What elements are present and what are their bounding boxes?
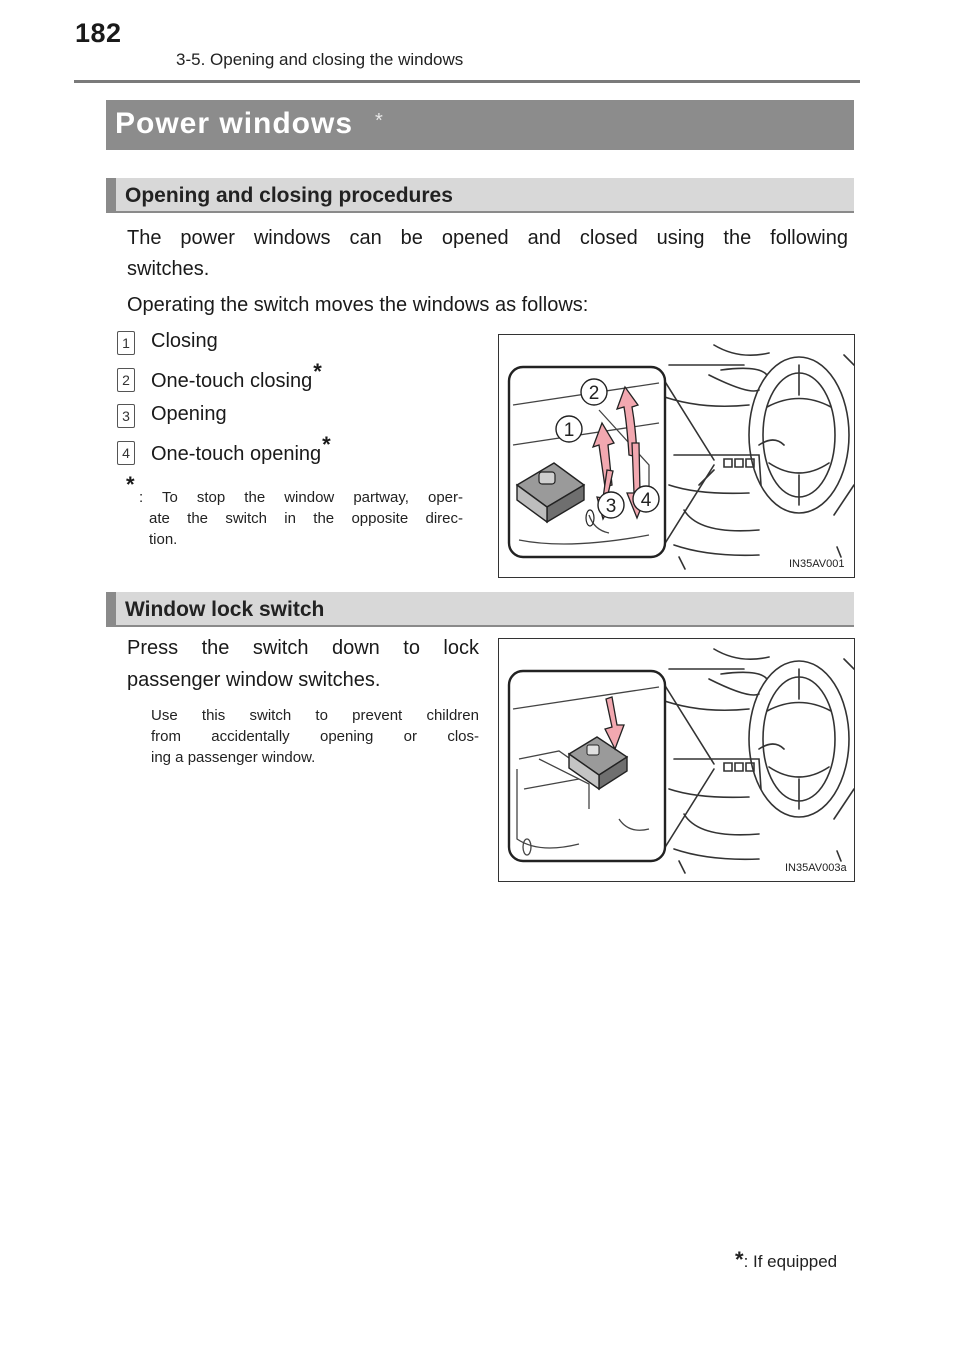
window-switch-illustration xyxy=(499,335,854,577)
item-4-label: One-touch opening xyxy=(151,443,322,465)
note-line-3: tion. xyxy=(149,531,178,548)
page-title: Power windows xyxy=(115,107,354,140)
footer-note xyxy=(735,1247,837,1273)
item-3-label: Opening xyxy=(151,403,227,425)
figure-1-code: IN35AV001 xyxy=(789,558,845,570)
item-2-star: * xyxy=(313,359,322,384)
figure-callout-2: 2 xyxy=(588,383,600,404)
header-divider xyxy=(74,80,860,83)
item-2-label: One-touch closing xyxy=(151,370,313,392)
item-4-star: * xyxy=(322,432,331,457)
intro-line-1: The power windows can be opened and closed using the following xyxy=(127,227,848,249)
lock-line-1: Press the switch down to lock xyxy=(127,637,479,659)
window-switch-figure xyxy=(498,334,855,578)
intro-line-2: switches. xyxy=(127,258,210,280)
page-number: 182 xyxy=(75,18,122,48)
item-2-row xyxy=(151,359,322,393)
figure-callout-1: 1 xyxy=(563,420,575,441)
note-line-2: ate the switch in the opposite direc- xyxy=(149,510,463,527)
item-4-number: 4 xyxy=(117,441,135,465)
figure-callout-3: 3 xyxy=(605,496,617,517)
figure-2-code: IN35AV003a xyxy=(785,862,847,874)
note-line-1: : To stop the window partway, oper- xyxy=(139,489,463,506)
note-star: * xyxy=(126,472,135,497)
item-1-number: 1 xyxy=(117,331,135,355)
lock-note-line-2: from accidentally opening or clos- xyxy=(151,728,479,745)
lock-section-heading: Window lock switch xyxy=(125,598,325,621)
opening-section-header-accent xyxy=(106,178,116,213)
section-breadcrumb: 3-5. Opening and closing the windows xyxy=(176,50,464,69)
figure-callout-4: 4 xyxy=(640,490,652,511)
lock-note-line-3: ing a passenger window. xyxy=(151,749,316,766)
lock-line-2: passenger window switches. xyxy=(127,669,381,691)
lock-note-line-1: Use this switch to prevent children xyxy=(151,707,479,724)
item-4-row xyxy=(151,432,331,466)
item-3-number: 3 xyxy=(117,404,135,428)
window-lock-figure xyxy=(498,638,855,882)
footer-text: : If equipped xyxy=(743,1252,838,1271)
item-1-label: Closing xyxy=(151,330,218,352)
lock-section-header-accent xyxy=(106,592,116,627)
item-2-number: 2 xyxy=(117,368,135,392)
operating-line: Operating the switch moves the windows as follows: xyxy=(127,294,589,316)
footer-star: * xyxy=(735,1247,744,1272)
window-lock-illustration xyxy=(499,639,854,881)
title-equipped-marker: * xyxy=(375,110,383,132)
opening-section-heading: Opening and closing procedures xyxy=(125,184,453,207)
